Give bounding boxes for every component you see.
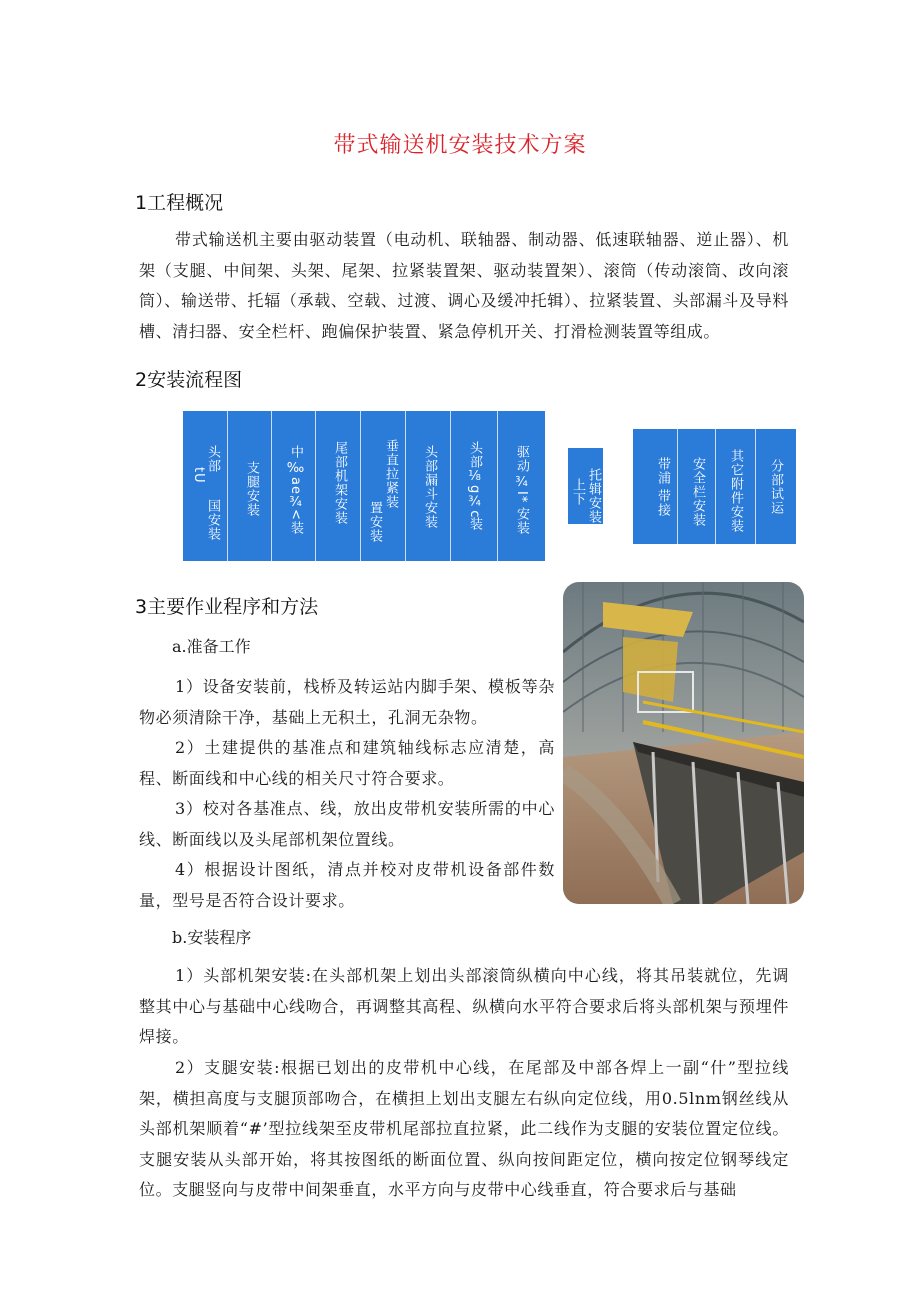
- install-item-1: 1）头部机架安装:在头部机架上划出头部滚筒纵横向中心线，将其吊装就位，先调整其中心与基础中心线吻合，再调整其高程、纵横向水平符合要求后将头部机架与预埋件焊接。: [139, 966, 789, 1046]
- section-2-heading: 2安装流程图: [135, 369, 243, 391]
- flow-block-final: [633, 429, 796, 544]
- flow-block-main: [183, 411, 545, 561]
- flow-step-tensioner: 垂直拉紧装 置安装: [361, 411, 406, 561]
- flow-step-legs: 支腿安装: [228, 411, 272, 561]
- flow-step-tail-frame: 尾部机架安装: [316, 411, 361, 561]
- section-1-heading: 1工程概况: [135, 192, 224, 214]
- flow-step-idlers: 托辑安装 上下: [568, 448, 603, 524]
- install-item-2: 2）支腿安装:根据已划出的皮带机中心线，在尾部及中部各焊上一副“什”型拉线架，横担高度与支腿顶部吻合，在横担上划出支腿左右纵向定位线，用0.5lnm钢丝线从头部机架顺着“#’型拉线架至皮带机尾部拉直拉紧，此二线作为支腿的安装位置定位线。支腿安装从头部开始，将其按图纸的断面位置、纵向按间距定位，横向按定位钢琴线定位。支腿竖向与皮带中间架垂直，水平方向与皮带中心线垂直，符合要求后与基础: [139, 1058, 789, 1199]
- prep-item-4: 4）根据设计图纸，清点并校对皮带机设备部件数量，型号是否符合设计要求。: [139, 860, 555, 910]
- flow-step-head-frame: 头部 tU 国安装: [183, 411, 228, 561]
- flow-step-head-hopper: 头部漏斗安装: [406, 411, 451, 561]
- flow-step-middle-frame: 中 ‰ae¾ <装: [272, 411, 316, 561]
- flow-step-belt: 带浦 带接: [633, 429, 678, 544]
- flow-step-safety-rail: 安全栏安装: [678, 429, 716, 544]
- section-3-heading: 3主要作业程序和方法: [135, 596, 319, 618]
- conveyor-photo: [563, 582, 804, 904]
- prep-item-3: 3）校对各基准点、线，放出皮带机安装所需的中心线、断面线以及头尾部机架位置线。: [139, 799, 555, 849]
- flow-step-accessories: 其它附件安装: [716, 429, 756, 544]
- subheading-install-procedure: b.安装程序: [172, 928, 252, 947]
- flow-step-head-pulley: 头部 ⅛g¾c 装: [451, 411, 498, 561]
- flow-step-drive-unit: 驱动 ¾I* 安装: [514, 445, 529, 535]
- prep-item-1: 1）设备安装前，栈桥及转运站内脚手架、模板等杂物必须清除干净，基础上无积土，孔洞无杂物。: [139, 677, 555, 727]
- page-title: 带式输送机安装技术方案: [333, 133, 587, 158]
- section-1-paragraph: 带式输送机主要由驱动装置（电动机、联轴器、制动器、低速联轴器、逆止器）、机架（支腿、中间架、头架、尾架、拉紧装置架、驱动装置架）、滚筒（传动滚筒、改向滚筒）、输送带、托辐（承载、空载、过渡、调心及缓冲托辑）、拉紧装置、头部漏斗及导料槽、清扫器、安全栏杆、跑偏保护装置、紧急停机开关、打滑检测装置等组成。: [139, 230, 789, 341]
- prep-item-2: 2）土建提供的基准点和建筑轴线标志应清楚，高程、断面线和中心线的相关尺寸符合要求。: [139, 738, 555, 788]
- flow-step-trial-run: 分部试运: [768, 459, 783, 515]
- subheading-preparation: a.准备工作: [172, 637, 251, 656]
